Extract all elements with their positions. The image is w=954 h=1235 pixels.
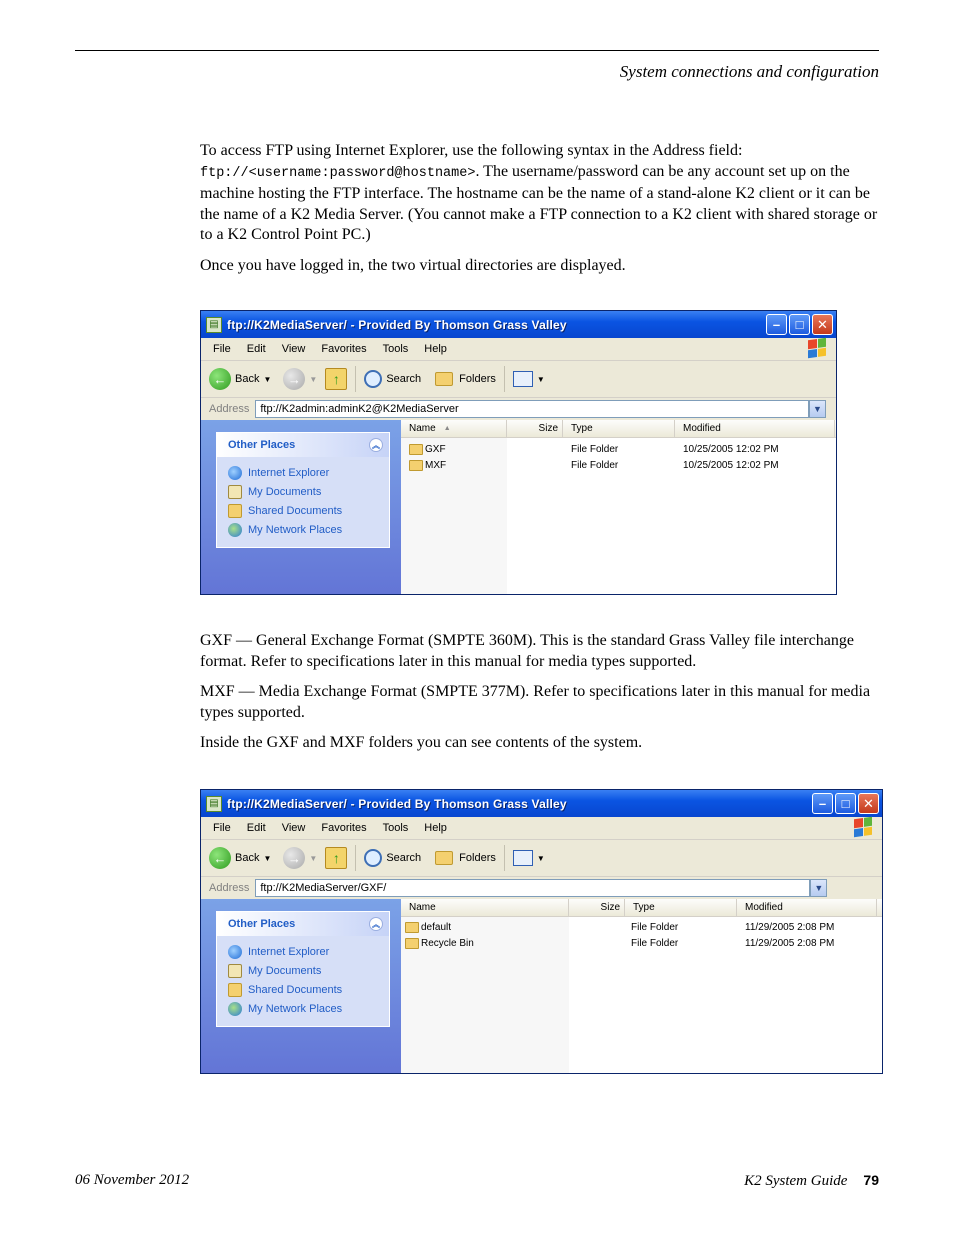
other-places-panel [216,911,390,1027]
folder-icon [409,460,423,471]
forward-arrow-icon: → [283,847,305,869]
toolbar [201,361,836,398]
folders-icon [435,372,453,386]
window-title: ftp://K2MediaServer/ - Provided By Thomson Grass Valley [227,796,567,811]
collapse-chevron-icon[interactable]: ︽ [369,438,383,452]
link-label: Shared Documents [248,504,343,517]
folder-icon [405,922,419,933]
menu-edit[interactable]: Edit [246,343,266,355]
menu-file[interactable]: File [213,343,231,355]
search-label: Search [386,373,422,385]
column-size-label: Size [600,902,620,913]
column-header-size[interactable] [507,420,563,437]
menu-tools[interactable]: Tools [382,822,409,834]
search-label: Search [386,852,422,864]
folder-icon [409,444,423,455]
toolbar-separator [355,366,356,392]
link-my-documents[interactable] [228,961,389,980]
up-button[interactable] [325,847,347,869]
folders-button[interactable] [435,851,496,865]
back-dropdown-icon[interactable]: ▼ [263,374,272,384]
intro-text-2: . The username/password can be any account set up on the machine hosting the FTP interface. The hostname can be the name of a stand-alone K2 client or it can be the name of a K2 Media Server. (You cannot make a FTP connection to a K2 client with shared storage or to a K2 Control Point PC.) [200,162,878,243]
address-bar [201,398,836,421]
link-internet-explorer[interactable] [228,463,389,482]
windows-flag-icon [808,338,826,359]
menu-favorites[interactable]: Favorites [321,343,367,355]
back-dropdown-icon[interactable]: ▼ [263,853,272,863]
up-button[interactable] [325,368,347,390]
file-name: MXF [425,459,447,471]
internet-explorer-icon [228,945,242,959]
address-bar [201,877,882,900]
explorer-window-2 [200,789,883,1074]
toolbar-separator [355,845,356,871]
task-pane [201,420,401,594]
address-dropdown-icon[interactable]: ▼ [809,400,826,418]
ftp-folder-icon: ▤ [206,317,222,333]
back-label: Back [235,852,260,864]
file-type: File Folder [631,937,679,949]
table-row[interactable] [401,441,836,457]
link-my-network-places[interactable] [228,999,389,1018]
gxf-paragraph: GXF — General Exchange Format (SMPTE 360M). This is the standard Grass Valley file interchange format. Refer to specifications later in this manual for media types supported. [200,632,854,670]
footer-guide-title: K2 System Guide [744,1173,848,1189]
menu-favorites[interactable]: Favorites [321,822,367,834]
panel-title: Other Places [228,918,296,930]
up-folder-icon: ↑ [325,368,347,390]
column-header-name[interactable] [401,420,507,437]
intro-text-1: To access FTP using Internet Explorer, use the following syntax in the Address field: [200,142,743,159]
column-header-row [401,420,836,438]
ftp-syntax: ftp://<username:password@hostname> [200,165,476,181]
other-places-panel [216,432,390,548]
toolbar-separator [504,366,505,392]
file-type: File Folder [571,443,619,455]
windows-flag-icon [854,817,872,838]
table-row[interactable] [401,935,882,951]
forward-arrow-icon: → [283,368,305,390]
link-label: Shared Documents [248,983,343,996]
menu-bar [201,338,836,361]
link-label: My Documents [248,485,322,498]
search-button[interactable] [364,849,421,867]
link-my-documents[interactable] [228,482,389,501]
link-shared-documents[interactable] [228,980,389,999]
back-label: Back [235,373,260,385]
file-modified: 11/29/2005 2:08 PM [745,921,835,933]
mxf-paragraph: MXF — Media Exchange Format (SMPTE 377M). Refer to specifications later in this manual for media types supported. [200,683,871,721]
menu-view[interactable]: View [281,822,306,834]
page-number: 79 [863,1172,879,1188]
content-area [201,899,882,1073]
sort-ascending-icon: ▲ [443,425,451,432]
column-name-label: Name [409,902,436,913]
search-icon [364,370,382,388]
column-modified-label: Modified [683,423,721,434]
footer-date: 06 November 2012 [75,1172,190,1188]
maximize-button[interactable]: □ [835,793,856,814]
back-button[interactable] [209,847,271,869]
address-input[interactable]: ftp://K2admin:adminK2@K2MediaServer [255,400,809,418]
table-row[interactable] [401,919,882,935]
network-places-icon [228,1002,242,1016]
views-button[interactable] [513,371,545,387]
window-title: ftp://K2MediaServer/ - Provided By Thomson Grass Valley [227,317,567,332]
minimize-button[interactable]: – [766,314,787,335]
column-header-name[interactable] [401,899,569,916]
column-type-label: Type [571,423,593,434]
running-header: System connections and configuration [619,62,879,81]
explorer-window-1 [200,310,837,595]
views-icon [513,371,533,387]
menu-bar [201,817,882,840]
column-header-type[interactable] [563,420,675,437]
panel-title: Other Places [228,439,296,451]
link-my-network-places[interactable] [228,520,389,539]
collapse-chevron-icon[interactable]: ︽ [369,917,383,931]
link-label: My Documents [248,964,322,977]
up-folder-icon: ↑ [325,847,347,869]
views-button[interactable] [513,850,545,866]
menu-help[interactable]: Help [424,343,447,355]
toolbar-separator [504,845,505,871]
address-label: Address [209,882,250,894]
toolbar [201,840,882,877]
forward-button[interactable] [283,368,317,390]
back-arrow-icon: ← [209,847,231,869]
logged-in-paragraph: Once you have logged in, the two virtual directories are displayed. [200,257,626,274]
title-bar[interactable] [201,790,882,817]
other-places-header[interactable] [217,433,389,457]
file-list [401,420,836,594]
column-header-modified[interactable] [675,420,835,437]
forward-dropdown-icon[interactable]: ▼ [309,853,318,863]
link-label: My Network Places [248,523,343,536]
folders-button[interactable] [435,372,496,386]
file-name: GXF [425,443,446,455]
other-places-links [217,936,389,1026]
link-shared-documents[interactable] [228,501,389,520]
link-label: Internet Explorer [248,466,330,479]
link-label: My Network Places [248,1002,343,1015]
column-modified-label: Modified [745,902,783,913]
close-button[interactable]: ✕ [858,793,879,814]
title-bar[interactable] [201,311,836,338]
file-modified: 10/25/2005 12:02 PM [683,459,779,471]
views-dropdown-icon[interactable]: ▼ [536,853,545,863]
views-icon [513,850,533,866]
column-header-size[interactable] [569,899,625,916]
search-button[interactable] [364,370,421,388]
link-internet-explorer[interactable] [228,942,389,961]
minimize-button[interactable]: – [812,793,833,814]
folders-label: Folders [459,373,496,385]
column-header-row [401,899,882,917]
column-header-type[interactable] [625,899,737,916]
intro-paragraph [200,141,880,246]
menu-help[interactable]: Help [424,822,447,834]
back-arrow-icon: ← [209,368,231,390]
content-area [201,420,836,594]
folder-icon [405,938,419,949]
folders-label: Folders [459,852,496,864]
file-list [401,899,882,1073]
ftp-folder-icon: ▤ [206,796,222,812]
address-label: Address [209,403,250,415]
column-type-label: Type [633,902,655,913]
search-icon [364,849,382,867]
my-documents-icon [228,964,242,978]
file-name: Recycle Bin [421,937,474,949]
internet-explorer-icon [228,466,242,480]
forward-button[interactable] [283,847,317,869]
maximize-button[interactable]: □ [789,314,810,335]
task-pane [201,899,401,1073]
menu-tools[interactable]: Tools [382,343,409,355]
shared-documents-icon [228,983,242,997]
file-modified: 11/29/2005 2:08 PM [745,937,835,949]
my-documents-icon [228,485,242,499]
column-header-modified[interactable] [737,899,877,916]
other-places-links [217,457,389,547]
inside-folders-paragraph: Inside the GXF and MXF folders you can see contents of the system. [200,734,643,751]
shared-documents-icon [228,504,242,518]
network-places-icon [228,523,242,537]
menu-file[interactable]: File [213,822,231,834]
menu-view[interactable]: View [281,343,306,355]
forward-dropdown-icon[interactable]: ▼ [309,374,318,384]
link-label: Internet Explorer [248,945,330,958]
column-name-label: Name [409,423,436,434]
file-type: File Folder [631,921,679,933]
menu-edit[interactable]: Edit [246,822,266,834]
file-modified: 10/25/2005 12:02 PM [683,443,779,455]
other-places-header[interactable] [217,912,389,936]
column-size-label: Size [538,423,558,434]
file-name: default [421,921,452,933]
views-dropdown-icon[interactable]: ▼ [536,374,545,384]
address-dropdown-icon[interactable]: ▼ [810,879,827,897]
file-type: File Folder [571,459,619,471]
folders-icon [435,851,453,865]
back-button[interactable] [209,368,271,390]
footer-right [744,1172,879,1190]
header-rule [75,50,879,51]
table-row[interactable] [401,457,836,473]
address-input[interactable]: ftp://K2MediaServer/GXF/ [255,879,810,897]
close-button[interactable]: ✕ [812,314,833,335]
